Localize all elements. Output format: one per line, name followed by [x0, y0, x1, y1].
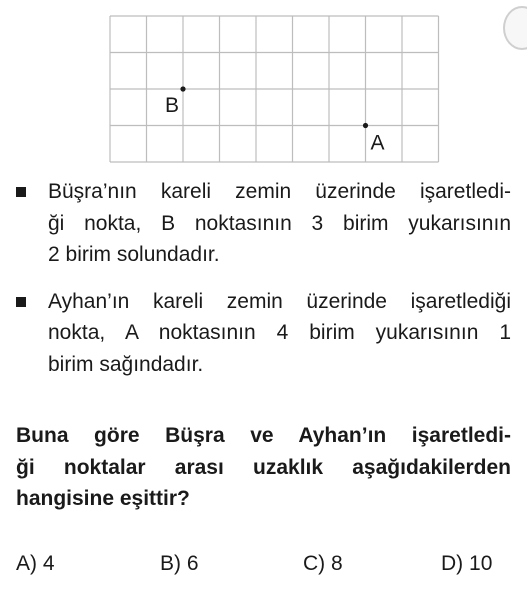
option-d[interactable] [441, 552, 492, 576]
option-value: 8 [331, 552, 343, 575]
bullet-text-line: Ayhan’ın kareli zemin üzerinde işaretlediği [48, 289, 511, 313]
bullet-text-line: Büşra’nın kareli zemin üzerinde işaretledi- [48, 180, 511, 203]
bullet-text-line: nokta, A noktasının 4 birim yukarısının 1 [48, 321, 511, 344]
bullet-item-busra [16, 176, 511, 271]
option-value: 4 [42, 552, 55, 575]
option-letter: B) [160, 552, 181, 575]
bullet-text-line: ği nokta, B noktasının 3 birim yukarısının [48, 211, 511, 235]
point-a-dot [363, 123, 368, 128]
option-letter: A) [16, 552, 37, 575]
option-c[interactable] [303, 552, 343, 576]
bullet-item-ayhan [16, 286, 511, 381]
square-bullet-icon [16, 297, 26, 307]
grid-lines [110, 16, 439, 162]
point-b-label: B [165, 94, 180, 117]
square-bullet-icon [16, 187, 26, 197]
point-b-dot [180, 86, 185, 91]
question-text-line: ği noktalar arası uzaklık aşağıdakilerden [16, 455, 511, 479]
option-value: 6 [186, 552, 199, 575]
option-b[interactable] [160, 552, 199, 576]
option-value: 10 [469, 552, 493, 575]
point-a-label: A [370, 131, 385, 155]
info-bullet-list [16, 176, 511, 380]
square-grid-figure [0, 0, 527, 170]
question-text-line: hangisine eşittir? [16, 487, 190, 510]
question-text-line: Buna göre Büşra ve Ayhan’ın işaretledi- [16, 424, 511, 447]
question-stem [16, 420, 511, 515]
bullet-text-line: 2 birim solundadır. [48, 243, 220, 266]
bullet-text-line: birim sağındadır. [48, 352, 204, 376]
option-letter: D) [441, 552, 464, 575]
option-a[interactable] [16, 552, 55, 576]
option-letter: C) [303, 552, 326, 575]
answer-options [16, 552, 516, 582]
